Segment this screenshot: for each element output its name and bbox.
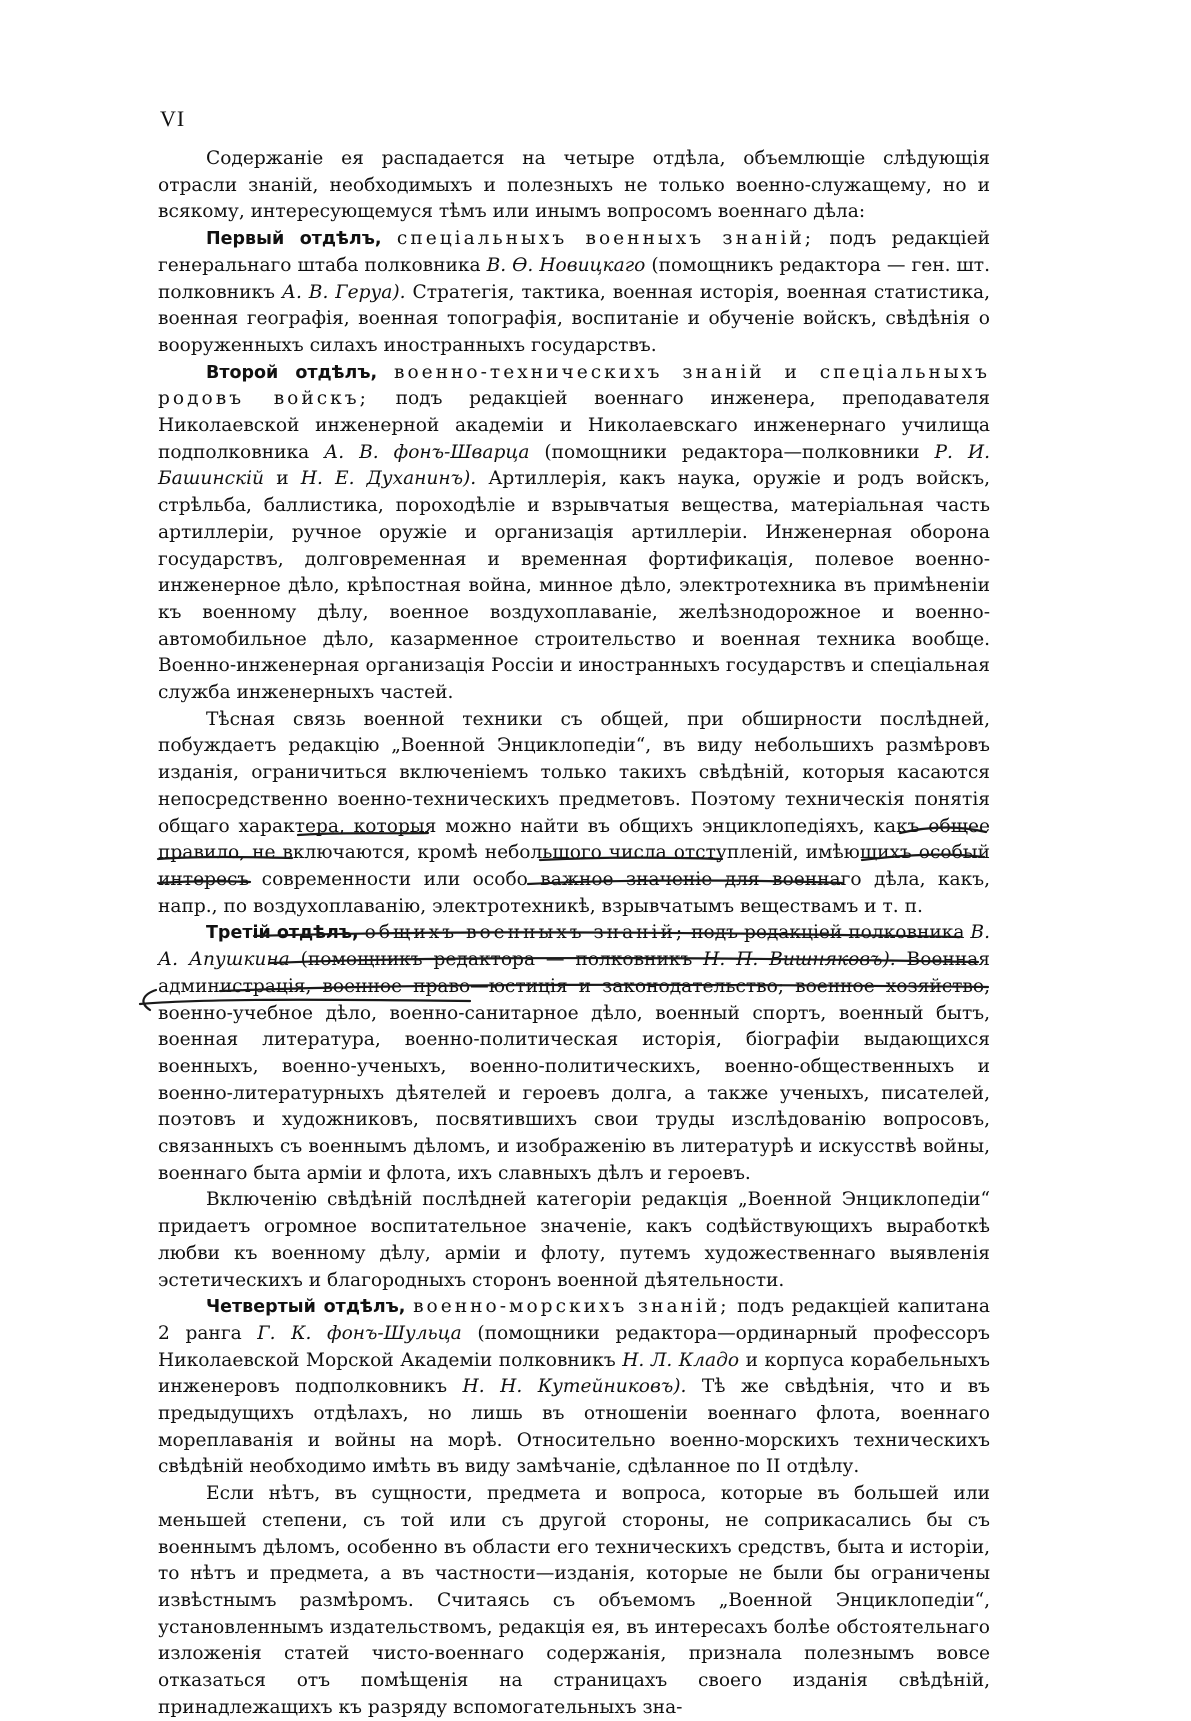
- section-2-assistant-1: Р. И. Башинскій: [158, 441, 990, 490]
- section-2-text-4: Артиллерія, какъ наука, оружіе и родъ войскъ, стрѣльба, баллистика, пороходѣліе и взрывчатыя вещества, матеріальная часть артиллеріи, ручное оружіе и организація артиллеріи. Инженерная оборона государствъ, долговременная и временная фортификація, полевое военно-инженерное дѣло, крѣпостная война, минное дѣло, электротехника въ примѣненіи къ военному дѣлу, военное воздухоплаваніе, желѣзнодорожное и военно-автомобильное дѣло, казарменное строительство и военная техника вообще. Военно-инженерная организація Россіи и иностранныхъ государствъ и спеціальная служба инженерныхъ частей.: [158, 468, 990, 704]
- section-2-editor: А. В. фонъ-Шварца: [324, 441, 530, 463]
- section-3-note-paragraph: Включенію свѣдѣній послѣдней категоріи редакція „Военной Энциклопедіи“ придаетъ огромное воспитательное значеніе, какъ содѣйствующихъ выработкѣ любви къ военному дѣлу, арміи и флоту, путемъ художественнаго выявленія эстетическихъ и благородныхъ сторонъ военной дѣятельности.: [158, 1189, 990, 1291]
- section-3-editor: В. А. Апушкина: [158, 922, 990, 971]
- section-1-heading: Первый отдѣлъ,: [206, 229, 382, 250]
- section-1-paragraph: [158, 226, 990, 360]
- intro-paragraph: Содержаніе ея распадается на четыре отдѣла, объемлющіе слѣдующія отрасли знаній, необходимыхъ и полезныхъ не только военно-служащему, но и всякому, интересующемуся тѣмъ или инымъ вопросомъ военнаго дѣла:: [158, 148, 990, 223]
- section-1-text-2: (помощникъ редактора — ген. шт. полковникъ: [158, 254, 991, 303]
- section-3-text-1: подъ редакціей полковника: [685, 922, 971, 944]
- section-1-subject: спеціальныхъ военныхъ знаній;: [396, 228, 815, 250]
- section-2-heading: Второй отдѣлъ,: [206, 362, 378, 383]
- pencil-mark: [143, 990, 156, 1010]
- section-3-paragraph: [158, 920, 990, 1187]
- section-4-assistant-1: Н. Л. Кладо: [622, 1349, 740, 1371]
- section-1-editor: В. Ѳ. Новицкаго: [486, 254, 646, 276]
- section-2-note-paragraph: Тѣсная связь военной техники съ общей, при обширности послѣдней, побуждаетъ редакцію „Военной Энциклопедіи“, въ виду небольшихъ размѣровъ изданія, ограничиться включеніемъ только такихъ свѣдѣній, которыя касаются непосредственно военно-техническихъ предметовъ. Поэтому техническія понятія общаго характера, которыя можно найти въ общихъ энциклопедіяхъ, какъ общее правило, не включаются, кромѣ небольшого числа отступленій, имѣющихъ особый интересъ современности или особо важное значеніе для военнаго дѣла, какъ, напр., по воздухоплаванію, электротехникѣ, взрывчатымъ веществамъ и т. п.: [158, 708, 990, 917]
- section-2-paragraph: [158, 360, 990, 707]
- section-2-subject: военно-техническихъ знаній и спеціальныхъ родовъ войскъ;: [158, 361, 991, 410]
- section-2-text-1: подъ редакціей военнаго инженера, преподавателя Николаевской инженерной академіи и Николаевскаго инженернаго училища подполковника: [158, 388, 990, 463]
- section-4-editor: Г. К. фонъ-Шульца: [257, 1322, 462, 1344]
- section-2-assistant-2: Н. Е. Духанинъ).: [300, 468, 477, 490]
- page-number: VI: [160, 106, 186, 131]
- section-4-text-1: подъ редакціей капитана 2 ранга: [158, 1296, 990, 1344]
- section-1-text-3: Стратегія, тактика, военная исторія, военная статистика, военная географія, военная топографія, воспитаніе и обученіе войскъ, свѣдѣнія о вооруженныхъ силахъ иностранныхъ государствъ.: [158, 281, 991, 356]
- section-4-heading: Четвертый отдѣлъ,: [206, 1297, 406, 1318]
- section-3-subject: общихъ военныхъ знаній;: [364, 922, 686, 944]
- section-4-assistant-2: Н. Н. Кутейниковъ).: [462, 1376, 687, 1398]
- section-1-text-1: подъ редакціей генеральнаго штаба полковника: [158, 228, 990, 276]
- section-4-paragraph: [158, 1294, 990, 1481]
- section-4-text-4: Тѣ же свѣдѣнія, что и въ предыдущихъ отдѣлахъ, но лишь въ отношеніи военнаго флота, военнаго мореплаванія и войны на морѣ. Относительно военно-морскихъ техническихъ свѣдѣній необходимо имѣть въ виду замѣчаніе, сдѣланное по II отдѣлу.: [158, 1376, 991, 1478]
- section-3-assistant: Н. П. Вишняковъ).: [703, 949, 896, 971]
- section-4-subject: военно-морскихъ знаній;: [413, 1296, 730, 1318]
- closing-paragraph: Если нѣтъ, въ сущности, предмета и вопроса, которые въ большей или меньшей степени, съ той или съ другой стороны, не соприкасались бы съ военнымъ дѣломъ, особенно въ области его техническихъ средствъ, быта и исторіи, то нѣтъ и предмета, а въ частности—изданія, которые не были бы ограничены извѣстнымъ размѣромъ. Считаясь съ объемомъ „Военной Энциклопедіи“, установленнымъ издательствомъ, редакція ея, въ интересахъ болѣе обстоятельнаго изложенія статей чисто-военнаго содержанія, признала полезнымъ вовсе отказаться отъ помѣщенія на страницахъ своего изданія свѣдѣній, принадлежащихъ къ разряду вспомогательныхъ зна-: [158, 1483, 990, 1718]
- body-text: [158, 146, 990, 1721]
- section-3-text-3: Военная администрація, военное право—юстиція и законодательство; военное хозяйство, военно-учебное дѣло, военно-санитарное дѣло, военный спортъ, военный бытъ, военная литература, военно-политическая исторія, біографіи выдающихся военныхъ, военно-ученыхъ, военно-политическихъ, военно-общественныхъ и военно-литературныхъ дѣятелей и героевъ долга, а также ученыхъ, писателей, поэтовъ и художниковъ, посвятившихъ свои труды изслѣдованію вопросовъ, связанныхъ съ военнымъ дѣломъ, и изображенію въ литературѣ и искусствѣ войны, военнаго быта арміи и флота, ихъ славныхъ дѣлъ и героевъ.: [158, 949, 990, 1184]
- section-4-text-3: и корпуса корабельныхъ инженеровъ подполковникъ: [158, 1349, 990, 1398]
- section-3-text-2: (помощникъ редактора — полковникъ: [289, 949, 704, 971]
- section-3-heading: Третій отдѣлъ,: [206, 923, 359, 944]
- section-2-text-3: и: [264, 468, 301, 490]
- section-1-assistant: А. В. Геруа).: [281, 281, 406, 303]
- section-4-text-2: (помощники редактора—ординарный профессоръ Николаевской Морской Академіи полковникъ: [158, 1322, 990, 1371]
- section-2-text-2: (помощники редактора—полковники: [529, 441, 935, 463]
